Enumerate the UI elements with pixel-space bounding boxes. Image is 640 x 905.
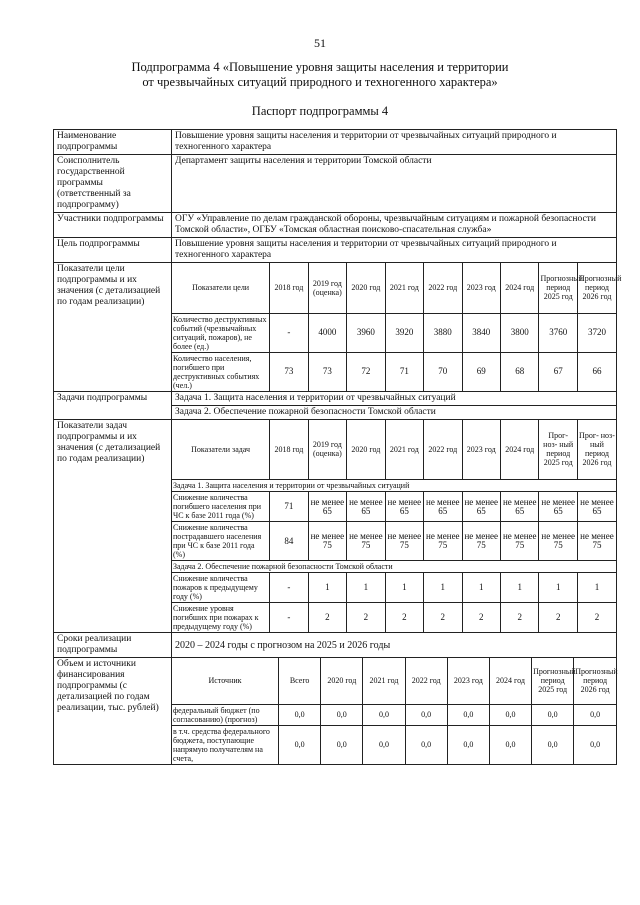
task-value: 1 xyxy=(500,573,538,603)
finance-header-cell: 2020 год xyxy=(321,658,363,704)
row-task-indicators xyxy=(54,419,617,633)
task-value: не менее 75 xyxy=(424,522,462,561)
task-value: 1 xyxy=(462,573,500,603)
goal-value: 3840 xyxy=(462,313,500,352)
task-value: не менее 65 xyxy=(347,492,385,522)
goal-row xyxy=(172,313,616,352)
task-indicators-table xyxy=(172,420,616,633)
finance-value: 0,0 xyxy=(574,725,616,764)
goal-header-cell: Прогнозный период 2025 год xyxy=(539,263,577,313)
row-finance xyxy=(54,658,617,765)
finance-row-name: в т.ч. средства федерального бюджета, поступающие напрямую получателям на счета, xyxy=(172,725,279,764)
task2-label: Задача 2. Обеспечение пожарной безопасности Томской области xyxy=(172,561,616,573)
goal-row-name: Количество населения, погибшего при деструктивных событиях (чел.) xyxy=(172,352,270,391)
finance-table xyxy=(172,658,616,764)
goal-value: 3880 xyxy=(424,313,462,352)
task-header-cell: 2018 год xyxy=(270,420,308,480)
task-header-cell: Показатели задач xyxy=(172,420,270,480)
task-value: 1 xyxy=(577,573,616,603)
task-value: - xyxy=(270,573,308,603)
row-name-value: Повышение уровня защиты населения и территории от чрезвычайных ситуаций природного и техногенного характера xyxy=(172,130,617,155)
task-value: не менее 75 xyxy=(462,522,500,561)
task-value: 2 xyxy=(500,603,538,633)
finance-value: 0,0 xyxy=(363,725,405,764)
finance-value: 0,0 xyxy=(279,704,321,725)
goal-value: 3800 xyxy=(500,313,538,352)
row-task-indicators-label: Показатели задач подпрограммы и их значения (с детализацией по годам реализации) xyxy=(54,419,172,633)
task-value: не менее 65 xyxy=(308,492,346,522)
task-value: 2 xyxy=(539,603,577,633)
task-header-cell: 2021 год xyxy=(385,420,423,480)
task-value: 2 xyxy=(577,603,616,633)
row-goal-label: Цель подпрограммы xyxy=(54,238,172,263)
task-row xyxy=(172,573,616,603)
row-executor-label: Соисполнитель государственной программы (ответственный за подпрограмму) xyxy=(54,155,172,213)
task-value: 2 xyxy=(424,603,462,633)
task2-label-row xyxy=(172,561,616,573)
goal-value: - xyxy=(270,313,308,352)
goal-header-cell: 2021 год xyxy=(385,263,423,313)
task-row-name: Снижение количества погибшего населения при ЧС к базе 2011 года (%) xyxy=(172,492,270,522)
finance-row xyxy=(172,704,616,725)
finance-value: 0,0 xyxy=(574,704,616,725)
task-value: 84 xyxy=(270,522,308,561)
finance-header-row xyxy=(172,658,616,704)
finance-value: 0,0 xyxy=(489,725,531,764)
task-value: не менее 65 xyxy=(539,492,577,522)
task-value: 2 xyxy=(347,603,385,633)
goal-row xyxy=(172,352,616,391)
task-value: 1 xyxy=(539,573,577,603)
goal-header-cell: 2024 год xyxy=(500,263,538,313)
task-value: 1 xyxy=(347,573,385,603)
task-value: 2 xyxy=(385,603,423,633)
task-row-name: Снижение количества пострадавшего населения при ЧС к базе 2011 года (%) xyxy=(172,522,270,561)
row-finance-label: Объем и источники финансирования подпрограммы (с детализацией по годам реализации, тыс. рублей) xyxy=(54,658,172,765)
task-value: 71 xyxy=(270,492,308,522)
goal-value: 3920 xyxy=(385,313,423,352)
goal-header-cell: Показатели цели xyxy=(172,263,270,313)
row-tasks xyxy=(54,391,617,405)
task-header-cell: 2023 год xyxy=(462,420,500,480)
row-terms xyxy=(54,633,617,658)
task-row-name: Снижение количества пожаров к предыдущему году (%) xyxy=(172,573,270,603)
title-line-2: от чрезвычайных ситуаций природного и техногенного характера» xyxy=(142,75,498,89)
task-value: не менее 65 xyxy=(462,492,500,522)
task-value: не менее 65 xyxy=(500,492,538,522)
row-goal-indicators-label: Показатели цели подпрограммы и их значения (с детализацией по годам реализации) xyxy=(54,263,172,392)
finance-header-cell: Источник xyxy=(172,658,279,704)
task-header-cell: 2024 год xyxy=(500,420,538,480)
goal-value: 3760 xyxy=(539,313,577,352)
goal-value: 69 xyxy=(462,352,500,391)
task-value: 1 xyxy=(308,573,346,603)
row-goal xyxy=(54,238,617,263)
task-header-cell: 2022 год xyxy=(424,420,462,480)
goal-value: 66 xyxy=(577,352,616,391)
goal-value: 71 xyxy=(385,352,423,391)
task-row xyxy=(172,522,616,561)
finance-header-cell: 2024 год xyxy=(489,658,531,704)
finance-value: 0,0 xyxy=(321,725,363,764)
goal-indicators-cell xyxy=(172,263,622,392)
goal-value: 67 xyxy=(539,352,577,391)
task-value: - xyxy=(270,603,308,633)
goal-indicators-table xyxy=(172,263,622,391)
goal-value: 4000 xyxy=(308,313,346,352)
finance-value: 0,0 xyxy=(321,704,363,725)
row-participants xyxy=(54,213,617,238)
task-value: 1 xyxy=(385,573,423,603)
row-tasks-label: Задачи подпрограммы xyxy=(54,391,172,419)
finance-cell xyxy=(172,658,617,765)
goal-value: 73 xyxy=(308,352,346,391)
task-value: 2 xyxy=(308,603,346,633)
goal-value: 70 xyxy=(424,352,462,391)
goal-value: 3960 xyxy=(347,313,385,352)
finance-value: 0,0 xyxy=(363,704,405,725)
task-value: не менее 75 xyxy=(500,522,538,561)
finance-header-cell: Прогнозный период 2025 год xyxy=(532,658,574,704)
goal-header-cell: 2020 год xyxy=(347,263,385,313)
finance-header-cell: Прогнозный период 2026 год xyxy=(574,658,616,704)
row-participants-value: ОГУ «Управление по делам гражданской обороны, чрезвычайным ситуациям и пожарной безопасности Томской области», ОГБУ «Томская областная поисково-спасательная служба» xyxy=(172,213,617,238)
finance-row-name: федеральный бюджет (по согласованию) (прогноз) xyxy=(172,704,279,725)
goal-value: 72 xyxy=(347,352,385,391)
finance-value: 0,0 xyxy=(447,725,489,764)
row-executor-value: Департамент защиты населения и территории Томской области xyxy=(172,155,617,213)
task-value: не менее 65 xyxy=(424,492,462,522)
finance-header-cell: 2023 год xyxy=(447,658,489,704)
row-task-1: Задача 1. Защита населения и территории от чрезвычайных ситуаций xyxy=(172,391,617,405)
title-line-1: Подпрограмма 4 «Повышение уровня защиты населения и территории xyxy=(131,60,509,74)
goal-header-cell: Прогнозный период 2026 год xyxy=(577,263,616,313)
row-name-label: Наименование подпрограммы xyxy=(54,130,172,155)
task-row xyxy=(172,603,616,633)
goal-header-cell: 2023 год xyxy=(462,263,500,313)
task-header-cell: 2019 год (оценка) xyxy=(308,420,346,480)
goal-value: 3720 xyxy=(577,313,616,352)
finance-value: 0,0 xyxy=(532,725,574,764)
task-value: не менее 65 xyxy=(577,492,616,522)
task-value: не менее 65 xyxy=(385,492,423,522)
finance-header-cell: 2021 год xyxy=(363,658,405,704)
task-header-cell: Прог- ноз- ный период 2026 год xyxy=(577,420,616,480)
subprogram-title xyxy=(60,60,580,90)
row-participants-label: Участники подпрограммы xyxy=(54,213,172,238)
finance-value: 0,0 xyxy=(447,704,489,725)
task-indicators-cell xyxy=(172,419,617,633)
task-value: 2 xyxy=(462,603,500,633)
row-executor xyxy=(54,155,617,213)
task-header-row xyxy=(172,420,616,480)
goal-header-cell: 2019 год (оценка) xyxy=(308,263,346,313)
task-value: не менее 75 xyxy=(577,522,616,561)
row-goal-value: Повышение уровня защиты населения и территории от чрезвычайных ситуаций природного и техногенного характера xyxy=(172,238,617,263)
goal-row-name: Количество деструктивных событий (чрезвычайных ситуаций, пожаров), не более (ед.) xyxy=(172,313,270,352)
passport-table xyxy=(53,129,622,765)
task-value: 1 xyxy=(424,573,462,603)
task1-label-row xyxy=(172,480,616,492)
task-row xyxy=(172,492,616,522)
task-value: не менее 75 xyxy=(539,522,577,561)
row-name xyxy=(54,130,617,155)
finance-value: 0,0 xyxy=(279,725,321,764)
goal-value: 73 xyxy=(270,352,308,391)
goal-value: 68 xyxy=(500,352,538,391)
page-number: 51 xyxy=(314,36,326,50)
row-goal-indicators xyxy=(54,263,617,392)
finance-header-cell: Всего xyxy=(279,658,321,704)
row-terms-value: 2020 – 2024 годы с прогнозом на 2025 и 2026 годы xyxy=(172,633,617,658)
goal-header-cell: 2018 год xyxy=(270,263,308,313)
finance-value: 0,0 xyxy=(405,725,447,764)
row-terms-label: Сроки реализации подпрограммы xyxy=(54,633,172,658)
task-row-name: Снижение уровня погибших при пожарах к предыдущему году (%) xyxy=(172,603,270,633)
task-value: не менее 75 xyxy=(347,522,385,561)
task-value: не менее 75 xyxy=(385,522,423,561)
passport-title: Паспорт подпрограммы 4 xyxy=(251,104,389,118)
goal-header-cell: 2022 год xyxy=(424,263,462,313)
task-header-cell: Прог- ноз- ный период 2025 год xyxy=(539,420,577,480)
finance-header-cell: 2022 год xyxy=(405,658,447,704)
task1-label: Задача 1. Защита населения и территории от чрезвычайных ситуаций xyxy=(172,480,616,492)
finance-row xyxy=(172,725,616,764)
finance-value: 0,0 xyxy=(489,704,531,725)
row-task-2: Задача 2. Обеспечение пожарной безопасности Томской области xyxy=(172,405,617,419)
goal-header-row xyxy=(172,263,616,313)
task-header-cell: 2020 год xyxy=(347,420,385,480)
finance-value: 0,0 xyxy=(405,704,447,725)
task-value: не менее 75 xyxy=(308,522,346,561)
finance-value: 0,0 xyxy=(532,704,574,725)
